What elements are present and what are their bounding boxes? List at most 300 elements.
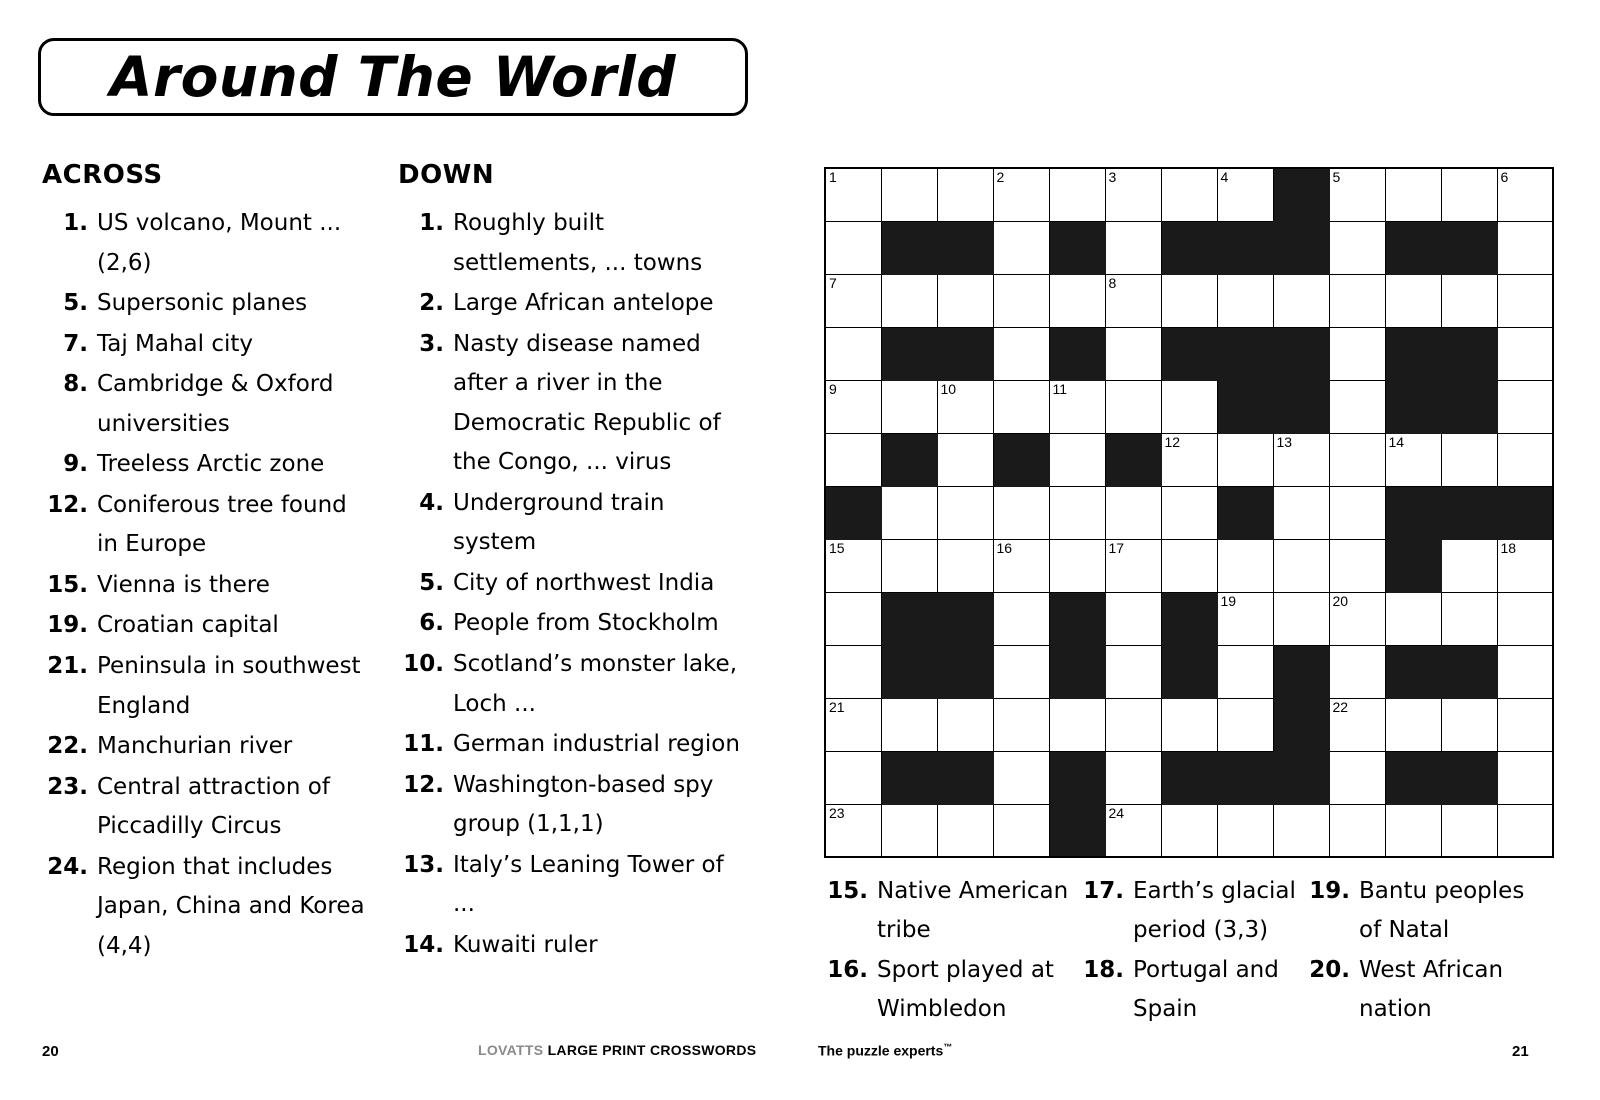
grid-cell-block [1161, 751, 1217, 804]
grid-cell[interactable] [1497, 380, 1553, 433]
clue-number: 23. [47, 773, 88, 800]
clue-number: 9. [63, 451, 88, 478]
clue-number: 24. [47, 853, 88, 880]
grid-cell-block [1217, 486, 1273, 539]
clue-text: People from Stockholm [453, 610, 719, 637]
grid-cell-number: 5 [1332, 169, 1341, 185]
clue-text: Central attraction of Piccadilly Circus [97, 773, 330, 840]
clue-number: 17. [1083, 878, 1124, 904]
grid-cell[interactable] [1497, 751, 1553, 804]
grid-cell[interactable] [1329, 592, 1385, 645]
clue-text: West African nation [1359, 957, 1504, 1022]
grid-cell[interactable] [1329, 645, 1385, 698]
grid-cell-number: 7 [829, 274, 837, 291]
clue-number: 11. [403, 731, 444, 758]
clue-number: 13. [403, 851, 444, 878]
clue-item [398, 284, 748, 324]
grid-cell[interactable] [993, 539, 1049, 592]
clue-number: 15. [47, 571, 88, 598]
grid-cell[interactable] [1497, 698, 1553, 751]
clue-item [1304, 872, 1534, 949]
grid-cell[interactable] [1385, 804, 1441, 857]
grid-cell[interactable] [1161, 804, 1217, 857]
clue-text: Portugal and Spain [1133, 957, 1279, 1022]
grid-cell[interactable] [1217, 168, 1273, 221]
grid-cell-number: 21 [829, 698, 845, 715]
grid-cell[interactable] [1385, 433, 1441, 486]
brand-tagline: LARGE PRINT CROSSWORDS [547, 1042, 757, 1058]
grid-cell[interactable] [1049, 698, 1105, 751]
grid-cell[interactable] [1161, 486, 1217, 539]
grid-cell[interactable] [1497, 327, 1553, 380]
grid-cell-block [1441, 645, 1497, 698]
grid-row [825, 433, 1553, 486]
grid-cell[interactable] [1049, 486, 1105, 539]
grid-cell-number: 11 [1052, 380, 1068, 397]
grid-cell-block [1217, 751, 1273, 804]
clue-number: 1. [63, 210, 88, 236]
grid-row [825, 751, 1553, 804]
grid-cell-block [1441, 327, 1497, 380]
grid-cell[interactable] [825, 327, 881, 380]
grid-cell-number: 22 [1332, 698, 1349, 715]
across-clue-list [42, 204, 372, 966]
grid-cell[interactable] [1329, 539, 1385, 592]
brand-name: LOVATTS [478, 1042, 544, 1058]
clue-item [822, 872, 1078, 949]
grid-cell-block [937, 221, 993, 274]
grid-cell[interactable] [1161, 380, 1217, 433]
grid-cell-block [1273, 751, 1329, 804]
clue-text: Nasty disease named after a river in the Democratic Republic of the Congo, ... virus [453, 330, 721, 476]
clue-text: Native American tribe [877, 878, 1069, 943]
grid-cell[interactable] [825, 539, 881, 592]
page-number-left: 20 [42, 1043, 59, 1060]
grid-cell[interactable] [1105, 751, 1161, 804]
clue-text: Taj Mahal city [97, 330, 254, 357]
clue-text: Washington-based spy group (1,1,1) [453, 771, 714, 838]
grid-cell-block [1273, 168, 1329, 221]
grid-cell[interactable] [993, 221, 1049, 274]
grid-cell[interactable] [1441, 539, 1497, 592]
grid-row [825, 380, 1553, 433]
grid-cell[interactable] [825, 751, 881, 804]
footer-brand [478, 1042, 756, 1058]
clue-item [398, 645, 748, 724]
down-continued-list-2 [1078, 872, 1304, 1029]
grid-cell-block [1049, 221, 1105, 274]
grid-cell[interactable] [1049, 539, 1105, 592]
grid-row [825, 221, 1553, 274]
down-heading: DOWN [398, 160, 495, 190]
grid-cell[interactable] [1105, 698, 1161, 751]
clue-text: Underground train system [453, 489, 665, 556]
grid-cell[interactable] [1105, 804, 1161, 857]
grid-cell-number: 2 [996, 169, 1005, 185]
grid-cell[interactable] [1385, 592, 1441, 645]
grid-cell[interactable] [1497, 433, 1553, 486]
grid-cell-block [1161, 645, 1217, 698]
clue-text: Supersonic planes [97, 290, 308, 317]
grid-cell[interactable] [1441, 592, 1497, 645]
grid-cell[interactable] [1105, 645, 1161, 698]
grid-cell[interactable] [881, 539, 937, 592]
clue-item [398, 766, 748, 845]
grid-cell[interactable] [881, 168, 937, 221]
clue-number: 3. [419, 330, 444, 357]
across-clues-section [42, 160, 372, 967]
clue-item [398, 846, 748, 925]
grid-cell-block [1217, 327, 1273, 380]
grid-cell[interactable] [825, 645, 881, 698]
grid-cell[interactable] [993, 274, 1049, 327]
grid-cell-number: 23 [829, 804, 845, 821]
clue-number: 12. [403, 771, 444, 798]
clue-text: Manchurian river [97, 733, 293, 760]
clue-number: 18. [1083, 957, 1124, 984]
clue-text: Coniferous tree found in Europe [97, 491, 347, 558]
grid-cell-number: 18 [1500, 539, 1517, 556]
grid-cell-number: 14 [1388, 433, 1405, 450]
clue-item [42, 445, 372, 485]
grid-cell-block [881, 433, 937, 486]
clue-item [42, 848, 372, 967]
grid-cell[interactable] [1385, 168, 1441, 221]
grid-cell[interactable] [881, 380, 937, 433]
clue-number: 19. [47, 612, 88, 639]
grid-cell[interactable] [1329, 433, 1385, 486]
grid-cell[interactable] [1329, 804, 1385, 857]
grid-cell[interactable] [825, 698, 881, 751]
grid-cell-number: 10 [940, 380, 957, 397]
down-clues-continued [822, 872, 1534, 1031]
grid-cell-block [1049, 327, 1105, 380]
grid-cell-block [881, 751, 937, 804]
clue-text: US volcano, Mount ... (2,6) [97, 210, 342, 276]
clue-text: Cambridge & Oxford universities [97, 371, 334, 437]
grid-cell-number: 13 [1276, 433, 1293, 450]
grid-cell[interactable] [825, 274, 881, 327]
clue-number: 1. [419, 210, 444, 236]
grid-cell-block [937, 645, 993, 698]
grid-cell[interactable] [1497, 274, 1553, 327]
grid-cell[interactable] [1217, 539, 1273, 592]
grid-cell-block [1049, 645, 1105, 698]
clue-item [42, 768, 372, 847]
grid-cell-block [1273, 327, 1329, 380]
grid-cell-block [1441, 221, 1497, 274]
grid-cell-block [937, 327, 993, 380]
grid-cell[interactable] [937, 274, 993, 327]
grid-cell[interactable] [1273, 486, 1329, 539]
grid-cell-block [1273, 645, 1329, 698]
grid-row [825, 486, 1553, 539]
grid-cell[interactable] [1105, 486, 1161, 539]
grid-cell-block [1161, 592, 1217, 645]
grid-cell[interactable] [1273, 539, 1329, 592]
grid-cell[interactable] [881, 698, 937, 751]
grid-cell-block [1161, 327, 1217, 380]
grid-cell[interactable] [1273, 274, 1329, 327]
grid-row [825, 539, 1553, 592]
grid-cell[interactable] [1273, 804, 1329, 857]
clue-text: Vienna is there [97, 571, 270, 598]
grid-cell-block [1273, 698, 1329, 751]
grid-row [825, 592, 1553, 645]
grid-cell-block [881, 221, 937, 274]
grid-cell[interactable] [1441, 433, 1497, 486]
clue-number: 14. [403, 931, 444, 958]
grid-cell[interactable] [937, 168, 993, 221]
grid-cell-block [1385, 645, 1441, 698]
down-continued-column-2 [1078, 872, 1304, 1031]
grid-cell-number: 3 [1108, 169, 1117, 185]
grid-cell-block [1273, 221, 1329, 274]
grid-cell-block [1385, 539, 1441, 592]
grid-cell-block [1049, 804, 1105, 857]
grid-cell[interactable] [825, 221, 881, 274]
clue-text: Large African antelope [453, 290, 714, 317]
grid-cell-block [937, 592, 993, 645]
grid-cell-number: 1 [829, 169, 837, 185]
grid-cell-number: 17 [1108, 539, 1125, 556]
grid-cell-block [937, 751, 993, 804]
clue-item [398, 926, 748, 966]
grid-cell[interactable] [825, 433, 881, 486]
crossword-grid-table[interactable] [824, 167, 1554, 858]
grid-cell[interactable] [993, 698, 1049, 751]
grid-cell[interactable] [1329, 221, 1385, 274]
grid-cell-block [1049, 751, 1105, 804]
down-clues-section [398, 160, 748, 966]
grid-cell-block [1217, 221, 1273, 274]
grid-cell[interactable] [1497, 592, 1553, 645]
clue-number: 21. [47, 653, 88, 680]
grid-cell[interactable] [937, 433, 993, 486]
grid-cell-block [1273, 380, 1329, 433]
grid-cell[interactable] [1049, 433, 1105, 486]
grid-cell-block [825, 486, 881, 539]
grid-cell-block [1441, 751, 1497, 804]
grid-cell[interactable] [937, 486, 993, 539]
clue-text: Earth’s glacial period (3,3) [1133, 878, 1296, 943]
grid-cell[interactable] [1441, 274, 1497, 327]
clue-item [398, 325, 748, 483]
clue-item [398, 604, 748, 644]
clue-item [398, 564, 748, 604]
grid-cell[interactable] [1217, 433, 1273, 486]
clue-item [398, 204, 748, 283]
grid-cell[interactable] [1329, 698, 1385, 751]
grid-cell-number: 15 [829, 539, 845, 556]
grid-cell[interactable] [1497, 221, 1553, 274]
grid-cell-block [1385, 380, 1441, 433]
grid-cell[interactable] [1273, 433, 1329, 486]
grid-cell-number: 6 [1500, 169, 1509, 185]
clue-number: 7. [63, 330, 88, 357]
grid-cell-number: 9 [829, 380, 837, 397]
grid-cell[interactable] [1497, 539, 1553, 592]
grid-cell[interactable] [993, 380, 1049, 433]
grid-cell[interactable] [1105, 221, 1161, 274]
clue-number: 8. [63, 371, 88, 398]
page-title: Around The World [109, 44, 677, 109]
clue-text: German industrial region [453, 731, 740, 758]
footer-tagline-text: The puzzle experts [818, 1042, 944, 1059]
grid-cell[interactable] [937, 804, 993, 857]
clue-item [398, 484, 748, 563]
grid-cell[interactable] [1273, 592, 1329, 645]
down-continued-column-1 [822, 872, 1078, 1031]
grid-cell[interactable] [1161, 274, 1217, 327]
grid-cell[interactable] [1105, 327, 1161, 380]
grid-cell-block [1385, 486, 1441, 539]
grid-cell[interactable] [1161, 698, 1217, 751]
grid-cell-block [1385, 221, 1441, 274]
grid-cell[interactable] [1105, 539, 1161, 592]
down-continued-column-3 [1304, 872, 1534, 1031]
clue-number: 12. [47, 491, 88, 518]
clue-item [1078, 951, 1304, 1028]
grid-cell[interactable] [1497, 804, 1553, 857]
clue-number: 15. [827, 878, 868, 904]
grid-cell-block [1161, 221, 1217, 274]
grid-row [825, 645, 1553, 698]
grid-cell[interactable] [1329, 486, 1385, 539]
clue-text: Bantu peoples of Natal [1359, 878, 1525, 943]
clue-number: 5. [63, 290, 88, 317]
grid-cell[interactable] [1329, 327, 1385, 380]
grid-row [825, 804, 1553, 857]
grid-cell[interactable] [1329, 380, 1385, 433]
grid-row [825, 168, 1553, 221]
grid-cell[interactable] [937, 380, 993, 433]
clue-number: 19. [1309, 878, 1350, 904]
grid-cell[interactable] [993, 168, 1049, 221]
grid-cell[interactable] [1049, 380, 1105, 433]
grid-cell[interactable] [1105, 274, 1161, 327]
clue-number: 6. [419, 610, 444, 637]
grid-cell[interactable] [1441, 804, 1497, 857]
grid-cell-block [1105, 433, 1161, 486]
grid-cell[interactable] [993, 751, 1049, 804]
grid-cell[interactable] [1329, 168, 1385, 221]
grid-cell[interactable] [1105, 168, 1161, 221]
crossword-grid[interactable] [824, 167, 1554, 858]
clue-item [398, 725, 748, 765]
grid-cell[interactable] [937, 698, 993, 751]
clue-number: 22. [47, 733, 88, 760]
grid-cell[interactable] [825, 804, 881, 857]
grid-cell[interactable] [1217, 698, 1273, 751]
grid-cell-number: 8 [1108, 274, 1117, 291]
grid-cell-block [881, 645, 937, 698]
grid-cell[interactable] [1049, 274, 1105, 327]
grid-cell-block [1385, 751, 1441, 804]
down-clue-list [398, 204, 748, 965]
down-continued-list-1 [822, 872, 1078, 1029]
grid-cell-number: 12 [1164, 433, 1181, 450]
grid-cell-number: 4 [1220, 169, 1229, 185]
clue-item [42, 647, 372, 726]
grid-cell[interactable] [937, 539, 993, 592]
grid-cell[interactable] [1441, 698, 1497, 751]
grid-cell-number: 19 [1220, 592, 1237, 609]
grid-cell[interactable] [881, 486, 937, 539]
grid-cell-block [993, 433, 1049, 486]
clue-item [42, 325, 372, 365]
grid-cell[interactable] [825, 380, 881, 433]
clue-item [42, 365, 372, 444]
clue-text: Scotland’s monster lake, Loch ... [453, 651, 738, 717]
grid-cell[interactable] [825, 168, 881, 221]
clue-text: Kuwaiti ruler [453, 931, 598, 958]
clue-item [42, 284, 372, 324]
grid-cell-block [1049, 592, 1105, 645]
clue-item [822, 951, 1078, 1028]
grid-cell[interactable] [1161, 433, 1217, 486]
grid-cell[interactable] [1497, 168, 1553, 221]
clue-number: 20. [1309, 957, 1350, 984]
grid-cell-block [1497, 486, 1553, 539]
grid-cell[interactable] [1441, 168, 1497, 221]
grid-cell[interactable] [1217, 592, 1273, 645]
clue-number: 2. [419, 290, 444, 317]
grid-cell[interactable] [1217, 645, 1273, 698]
grid-cell[interactable] [993, 592, 1049, 645]
grid-cell[interactable] [881, 804, 937, 857]
grid-cell[interactable] [1105, 380, 1161, 433]
grid-cell-block [1217, 380, 1273, 433]
grid-cell[interactable] [1049, 168, 1105, 221]
clue-item [42, 486, 372, 565]
grid-cell[interactable] [881, 274, 937, 327]
grid-cell[interactable] [993, 327, 1049, 380]
clue-text: City of northwest India [453, 569, 715, 596]
grid-cell[interactable] [1497, 645, 1553, 698]
grid-cell[interactable] [1161, 168, 1217, 221]
clue-item [42, 727, 372, 767]
grid-cell[interactable] [1105, 592, 1161, 645]
grid-cell-number: 24 [1108, 804, 1125, 821]
grid-cell[interactable] [1217, 274, 1273, 327]
clue-item [42, 204, 372, 283]
grid-cell-number: 20 [1332, 592, 1349, 609]
grid-cell[interactable] [1329, 274, 1385, 327]
clue-text: Peninsula in southwest England [97, 653, 361, 719]
grid-cell[interactable] [825, 592, 881, 645]
clue-text: Region that includes Japan, China and Korea (4,4) [97, 853, 365, 959]
clue-text: Croatian capital [97, 612, 279, 639]
puzzle-title-box [38, 38, 748, 116]
grid-cell[interactable] [1217, 804, 1273, 857]
grid-cell[interactable] [1161, 539, 1217, 592]
clue-number: 16. [827, 957, 868, 984]
grid-cell[interactable] [1385, 698, 1441, 751]
clue-text: Italy’s Leaning Tower of ... [453, 851, 724, 918]
grid-cell-block [881, 327, 937, 380]
grid-cell[interactable] [993, 645, 1049, 698]
clue-item [42, 606, 372, 646]
grid-cell[interactable] [1385, 274, 1441, 327]
clue-number: 10. [403, 651, 444, 678]
grid-cell[interactable] [993, 804, 1049, 857]
grid-cell[interactable] [1329, 751, 1385, 804]
clue-number: 4. [419, 489, 444, 516]
grid-cell[interactable] [993, 486, 1049, 539]
grid-cell-block [1441, 486, 1497, 539]
grid-cell-block [1441, 380, 1497, 433]
